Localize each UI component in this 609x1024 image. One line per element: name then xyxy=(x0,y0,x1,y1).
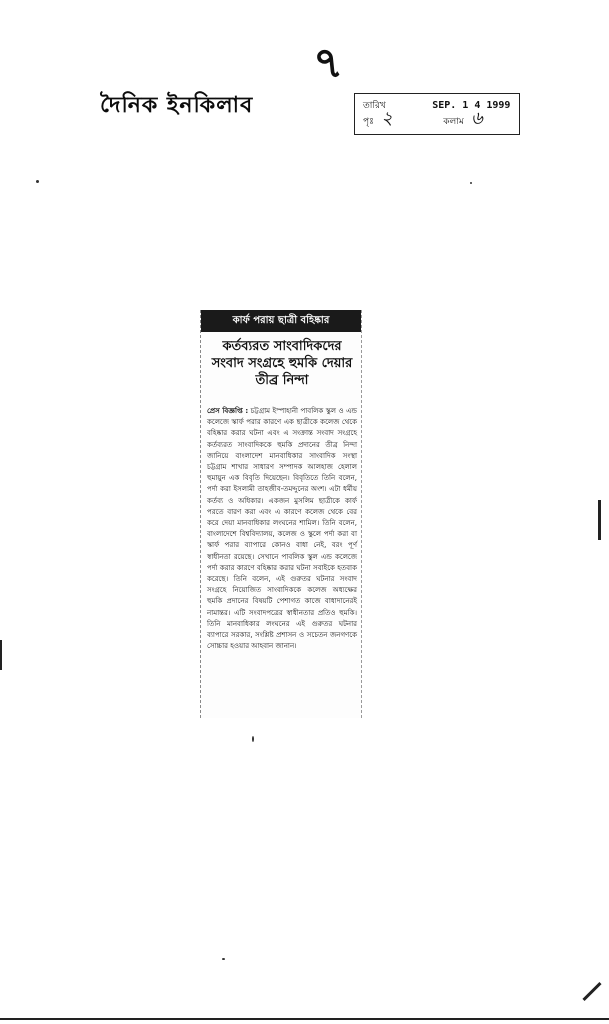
stamp-date-label: তারিখ xyxy=(363,101,386,111)
stamp-page-value: ২ xyxy=(381,108,393,129)
archive-stamp xyxy=(354,93,520,135)
scan-speck xyxy=(252,736,254,742)
handwritten-page-number: ৭ xyxy=(311,36,345,91)
clipping-headline: কর্তব্যরত সাংবাদিকদের সংবাদ সংগ্রহে হুমকি দেয়ার তীব্র নিন্দা xyxy=(211,339,353,388)
scan-edge-mark xyxy=(0,640,2,670)
stamp-page-label: পৃঃ xyxy=(363,117,374,127)
newspaper-masthead: দৈনিক ইনকিলাব xyxy=(100,93,254,118)
scan-edge-mark xyxy=(0,1018,609,1020)
stamp-column-value: ৬ xyxy=(471,108,483,129)
clipping-lead: প্রেস বিজ্ঞপ্তি : xyxy=(207,407,249,415)
clipping-body-text: চট্টগ্রাম ইস্পাহানী পাবলিক স্কুল ও এন্ড কলেজে স্কার্ফ পরার কারণে এক ছাত্রীকে কলেজ থেকে বহিষ্কার করার ঘটনা এবং এ সংক্রান্ত সংবাদ সংগ্রহে কর্তব্যরত সাংবাদিককে হুমকি প্রদানের তীব্র নিন্দা জানিয়ে বাংলাদেশ মানবাধিকার সাংবাদিক সংস্থা চট্টগ্রাম শাখার সাধারণ সম্পাদক আলহাজ হেলাল হুমায়ুন এক বিবৃতি দিয়েছেন। বিবৃতিতে তিনি বলেন, পর্দা করা ইসলামী তাহজীব-তমদ্দুনের অংশ। এটা ধর্মীয় কর্তব্য ও অধিকার। একজন মুসলিম ছাত্রীকে কার্ফ পরতে বারণ করা এবং এ কারণে কলেজ থেকে বের করে দেয়া মানবাধিকার লংঘনের শামিল। তিনি বলেন, বাংলাদেশে বিশ্ববিদ্যালয়, কলেজ ও স্কুলে পর্দা করা বা স্কার্ফ পরার ব্যাপারে কোনও বাধা নেই, বরং পূর্ণ স্বাধীনতা রয়েছে। সেখানে পাবলিক স্কুল এন্ড কলেজে পর্দা করার কারণে বহিষ্কার করার ঘটনা সবাইকে হতবাক করেছে। তিনি বলেন, এই গুরুতর ঘটনার সংবাদ সংগ্রহে নিয়োজিত সাংবাদিককে কলেজ অধ্যক্ষের হুমকি প্রদানের বিষয়টি পেশাগত কাজে বাধাদানেরই নামান্তর। এটি সংবাদপত্রের স্বাধীনতার প্রতিও হুমকি। তিনি মানবাধিকার লংঘনের এই গুরুতর ঘটনার ব্যাপারে সরকার, সংশ্লিষ্ট প্রশাসন ও সচেতন জনগণকে সোচ্চার হওয়ার আহবান জানান। xyxy=(207,407,358,651)
scan-edge-mark xyxy=(598,500,601,540)
stamp-column-label: কলাম xyxy=(443,117,464,127)
scan-speck xyxy=(470,182,472,184)
stamp-date-value: SEP. 1 4 1999 xyxy=(432,100,511,111)
scan-edge-mark xyxy=(582,982,601,1001)
clipping-body xyxy=(207,406,357,652)
clipping-kicker: কার্ফ পরায় ছাত্রী বহিষ্কার xyxy=(201,310,361,332)
scan-speck xyxy=(36,180,39,183)
newspaper-clipping xyxy=(200,310,362,718)
scan-speck xyxy=(222,958,225,960)
stamp-page-row xyxy=(363,108,483,129)
